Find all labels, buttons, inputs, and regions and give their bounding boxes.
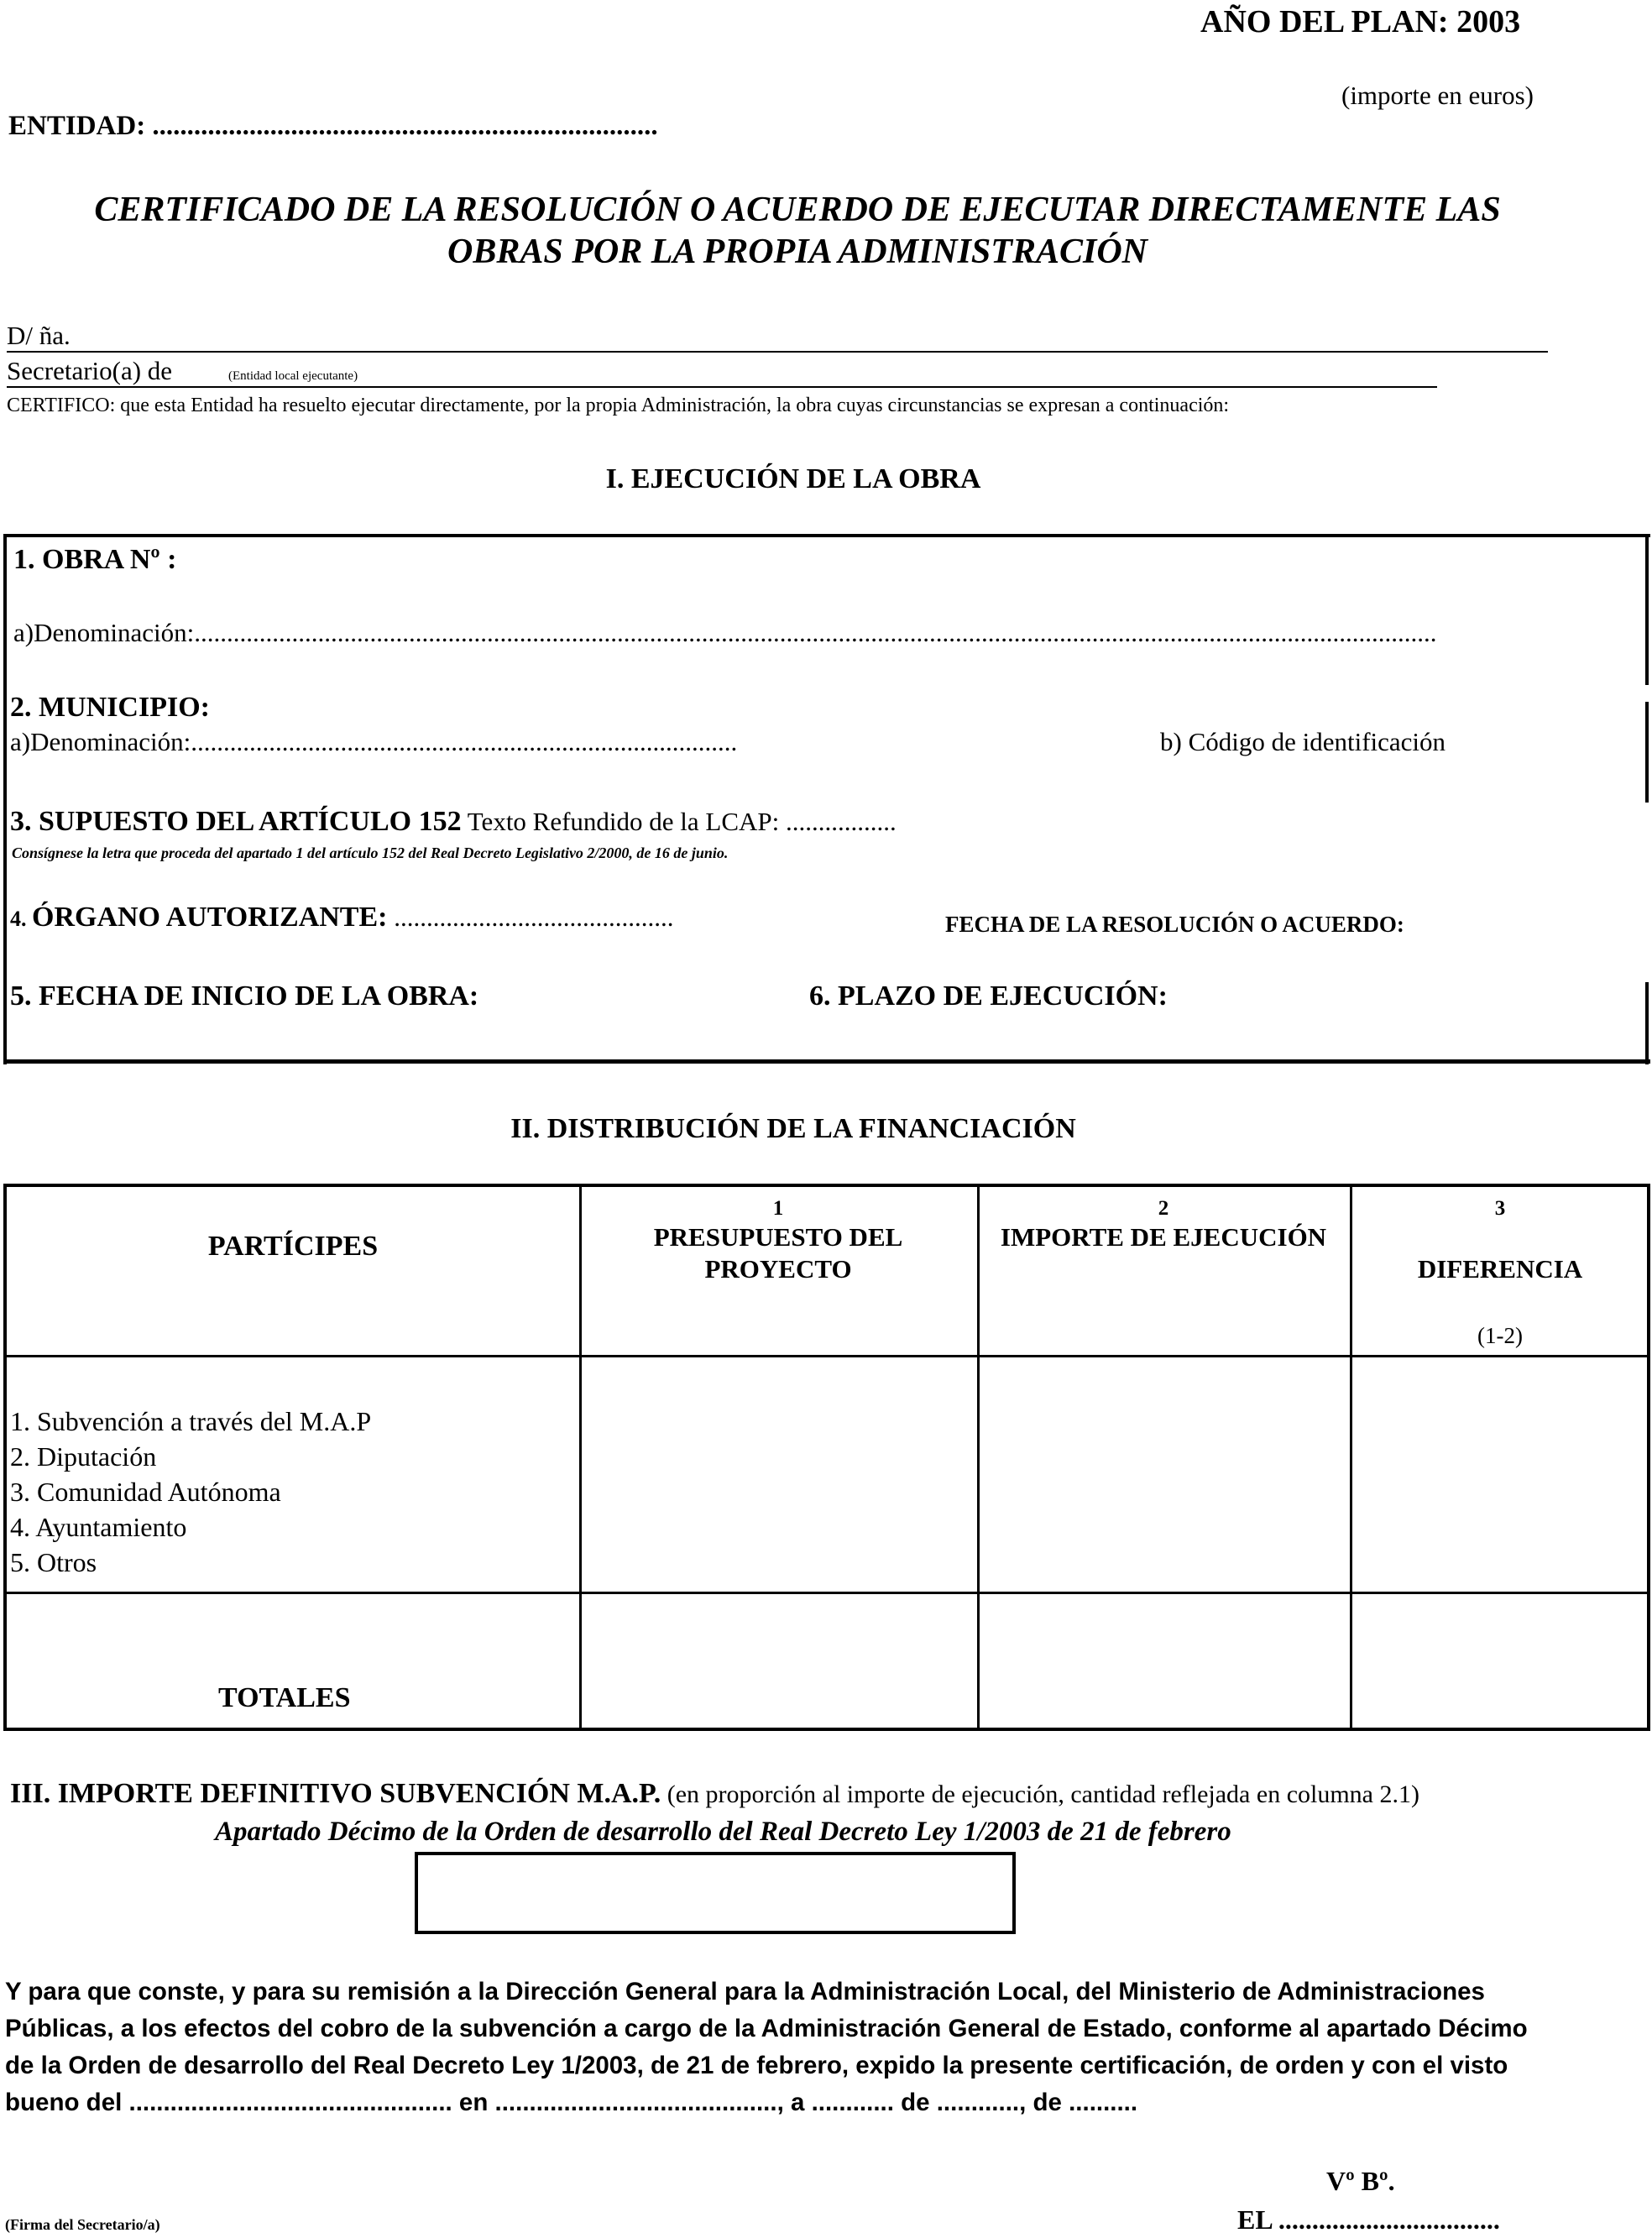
totals-row-divider bbox=[3, 1592, 1650, 1594]
plan-year: AÑO DEL PLAN: 2003 bbox=[1200, 4, 1521, 39]
name-line bbox=[7, 351, 1548, 353]
section1-right-border-bottom bbox=[1645, 982, 1649, 1064]
subvencion-amount-box[interactable] bbox=[415, 1852, 1016, 1934]
closing-line4: bueno del ............................................... en ........................................., a ............ de ............, de .......... bbox=[5, 2089, 1138, 2116]
col-divider-2 bbox=[977, 1184, 980, 1731]
fecha-resolucion-label: FECHA DE LA RESOLUCIÓN O ACUERDO: bbox=[945, 912, 1404, 937]
name-label: D/ ña. bbox=[7, 321, 71, 350]
section1-top-border bbox=[3, 534, 1650, 537]
secretary-line bbox=[7, 386, 1437, 388]
supuesto-label: 3. SUPUESTO DEL ARTÍCULO 152 bbox=[10, 806, 462, 837]
section1-bottom-border bbox=[3, 1059, 1650, 1064]
section1-right-border-top bbox=[1645, 534, 1649, 685]
section1-right-border-mid bbox=[1645, 702, 1649, 803]
organo-number: 4. bbox=[10, 907, 32, 931]
section3-heading-note: (en proporción al importe de ejecución, cantidad reflejada en columna 2.1) bbox=[661, 1780, 1419, 1808]
document-title-line2: OBRAS POR LA PROPIA ADMINISTRACIÓN bbox=[447, 233, 1148, 271]
organo-line bbox=[10, 902, 674, 933]
section3-heading bbox=[10, 1778, 1419, 1810]
municipio-label: 2. MUNICIPIO: bbox=[10, 692, 210, 723]
closing-line3: de la Orden de desarrollo del Real Decreto Ley 1/2003, de 21 de febrero, expido la presente certificación, de orden y con el visto bbox=[5, 2052, 1508, 2079]
fecha-inicio-label: 5. FECHA DE INICIO DE LA OBRA: bbox=[10, 980, 479, 1012]
visto-bueno-label: Vº Bº. bbox=[1326, 2166, 1395, 2196]
section3-subheading: Apartado Décimo de la Orden de desarrollo del Real Decreto Ley 1/2003 de 21 de febrero bbox=[215, 1817, 1231, 1847]
obra-label: 1. OBRA Nº : bbox=[13, 544, 177, 575]
table-row: 2. Diputación bbox=[10, 1441, 157, 1472]
col-participes-header: PARTÍCIPES bbox=[207, 1231, 379, 1262]
el-signature-label: EL ................................. bbox=[1237, 2204, 1500, 2235]
section1-heading: I. EJECUCIÓN DE LA OBRA bbox=[605, 463, 981, 494]
table-row: 5. Otros bbox=[10, 1547, 97, 1577]
table-row: 3. Comunidad Autónoma bbox=[10, 1477, 281, 1507]
supuesto-note: Consígnese la letra que proceda del apartado 1 del artículo 152 del Real Decreto Legislativo 2/2000, de 16 de junio. bbox=[12, 844, 729, 861]
section1-left-border bbox=[3, 534, 7, 1064]
currency-note: (importe en euros) bbox=[1341, 81, 1534, 110]
table-row: 1. Subvención a través del M.A.P bbox=[10, 1406, 372, 1436]
participes-list bbox=[10, 1404, 371, 1580]
col1-number: 1 bbox=[772, 1197, 784, 1220]
entity-label: ENTIDAD: ......................................................................... bbox=[8, 111, 658, 141]
col2-number: 2 bbox=[1158, 1197, 1169, 1220]
supuesto-text: Texto Refundido de la LCAP: ................. bbox=[461, 807, 897, 836]
section3-heading-bold: III. IMPORTE DEFINITIVO SUBVENCIÓN M.A.P. bbox=[10, 1778, 661, 1809]
municipio-denominacion: a)Denominación:.................................................................................... bbox=[10, 727, 738, 756]
secretary-label: Secretario(a) de bbox=[7, 356, 173, 385]
table-row: 4. Ayuntamiento bbox=[10, 1512, 187, 1542]
section2-heading: II. DISTRIBUCIÓN DE LA FINANCIACIÓN bbox=[510, 1113, 1076, 1144]
document-title-line1: CERTIFICADO DE LA RESOLUCIÓN O ACUERDO DE EJECUTAR DIRECTAMENTE LAS bbox=[94, 191, 1501, 229]
totals-label: TOTALES bbox=[218, 1682, 351, 1713]
col3-number: 3 bbox=[1494, 1197, 1506, 1220]
col1-header-line2: PROYECTO bbox=[704, 1254, 852, 1284]
organo-label: ÓRGANO AUTORIZANTE: bbox=[32, 902, 388, 933]
col2-header: IMPORTE DE EJECUCIÓN bbox=[1000, 1222, 1327, 1252]
certify-text: CERTIFICO: que esta Entidad ha resuelto ejecutar directamente, por la propia Administración, la obra cuyas circunstancias se expresan a continuación: bbox=[7, 395, 1230, 416]
header-row-divider bbox=[3, 1355, 1650, 1357]
secretary-hint: (Entidad local ejecutante) bbox=[228, 369, 358, 383]
organo-dots: ........................................... bbox=[387, 902, 674, 932]
closing-line2: Públicas, a los efectos del cobro de la subvención a cargo de la Administración General de Estado, conforme al apartado Décimo bbox=[5, 2015, 1528, 2042]
supuesto-line bbox=[10, 806, 897, 838]
col1-header-line1: PRESUPUESTO DEL bbox=[653, 1222, 903, 1252]
secretary-signature-label: (Firma del Secretario/a) bbox=[5, 2216, 160, 2233]
plazo-ejecucion-label: 6. PLAZO DE EJECUCIÓN: bbox=[809, 980, 1168, 1012]
col3-formula: (1-2) bbox=[1477, 1323, 1523, 1348]
codigo-identificacion-label: b) Código de identificación bbox=[1160, 727, 1446, 756]
obra-denominacion: a)Denominación:............................................................................................................................................................................................... bbox=[13, 618, 1437, 647]
closing-line1: Y para que conste, y para su remisión a la Dirección General para la Administración Local, del Ministerio de Administraciones bbox=[5, 1978, 1485, 2005]
col3-header: DIFERENCIA bbox=[1417, 1254, 1583, 1284]
